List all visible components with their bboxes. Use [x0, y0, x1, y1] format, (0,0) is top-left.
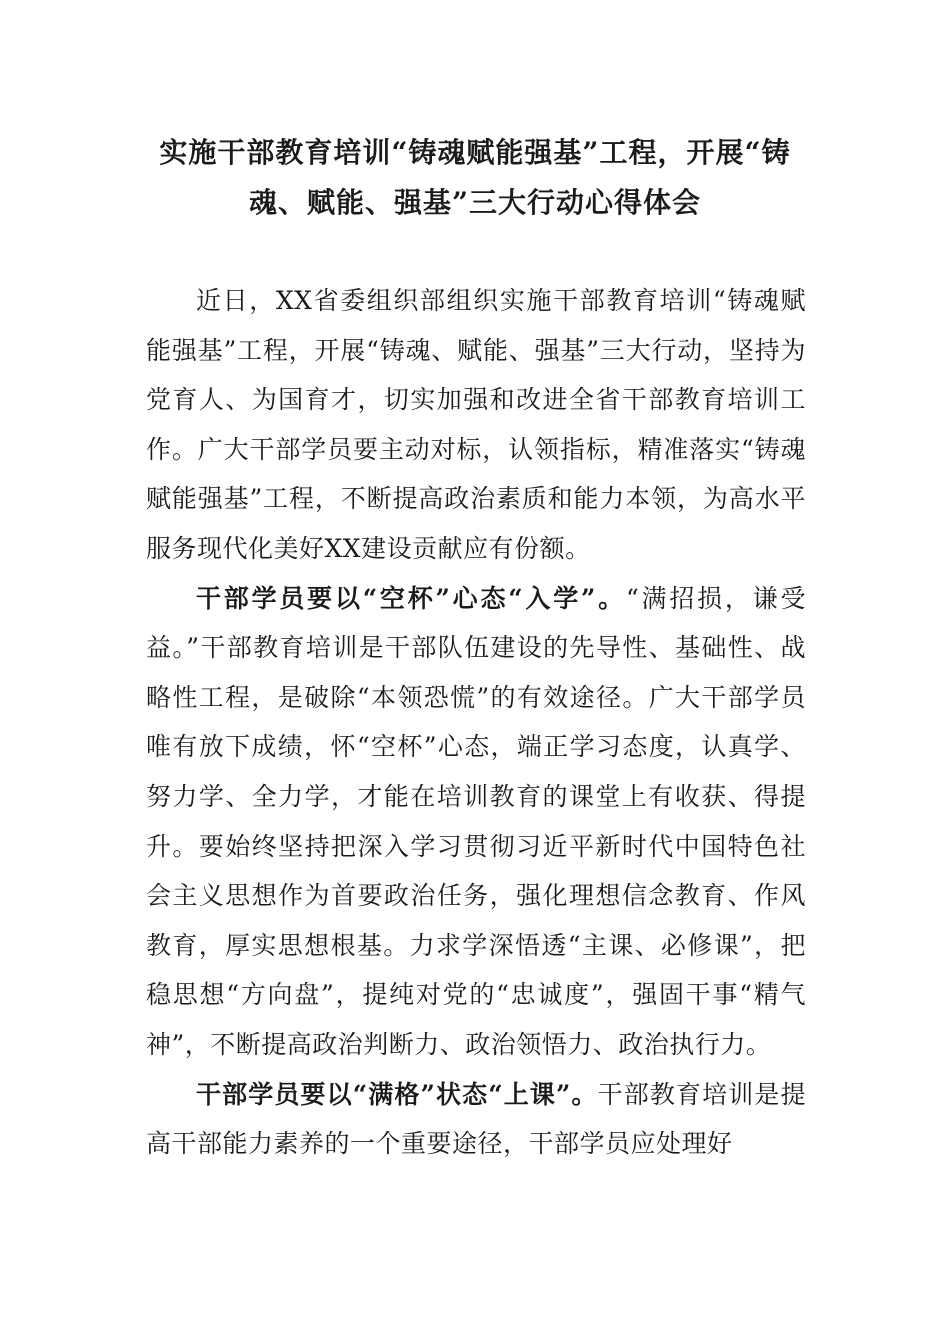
paragraph-text: “满招损，谦受益。”干部教育培训是干部队伍建设的先导性、基础性、战略性工程，是破除“本领恐慌”的有效途径。广大干部学员唯有放下成绩，怀“空杯”心态，端正学习态度，认真学、努力学、全力学，才能在培训教育的课堂上有收获、得提升。要始终坚持把深入学习贯彻习近平新时代中国特色社会主义思想作为首要政治任务，强化理想信念教育、作风教育，厚实思想根基。力求学深悟透“主课、必修课”，把稳思想“方向盘”，提纯对党的“忠诚度”，强固干事“精气神”，不断提高政治判断力、政治领悟力、政治执行力。 [146, 583, 806, 1059]
title-line-1: 实施干部教育培训“铸魂赋能强基”工程，开展“铸 [159, 136, 791, 169]
paragraph-empty-cup [146, 574, 806, 1070]
paragraph-full-signal [146, 1070, 806, 1169]
paragraph-intro [146, 276, 806, 574]
document-body [146, 276, 806, 1169]
document-title [130, 128, 820, 228]
paragraph-text: 近日，XX省委组织部组织实施干部教育培训“铸魂赋能强基”工程，开展“铸魂、赋能、强基”三大行动，坚持为党育人、为国育才，切实加强和改进全省干部教育培训工作。广大干部学员要主动对标，认领指标，精准落实“铸魂赋能强基”工程，不断提高政治素质和能力本领，为高水平服务现代化美好XX建设贡献应有份额。 [146, 286, 806, 563]
title-line-2: 魂、赋能、强基”三大行动心得体会 [248, 186, 702, 219]
paragraph-lead: 干部学员要以“空杯”心态“入学”。 [196, 583, 626, 613]
paragraph-text: 干部教育培训是提高干部能力素养的一个重要途径，干部学员应处理好 [146, 1079, 806, 1159]
paragraph-lead: 干部学员要以“满格”状态“上课”。 [196, 1079, 598, 1109]
